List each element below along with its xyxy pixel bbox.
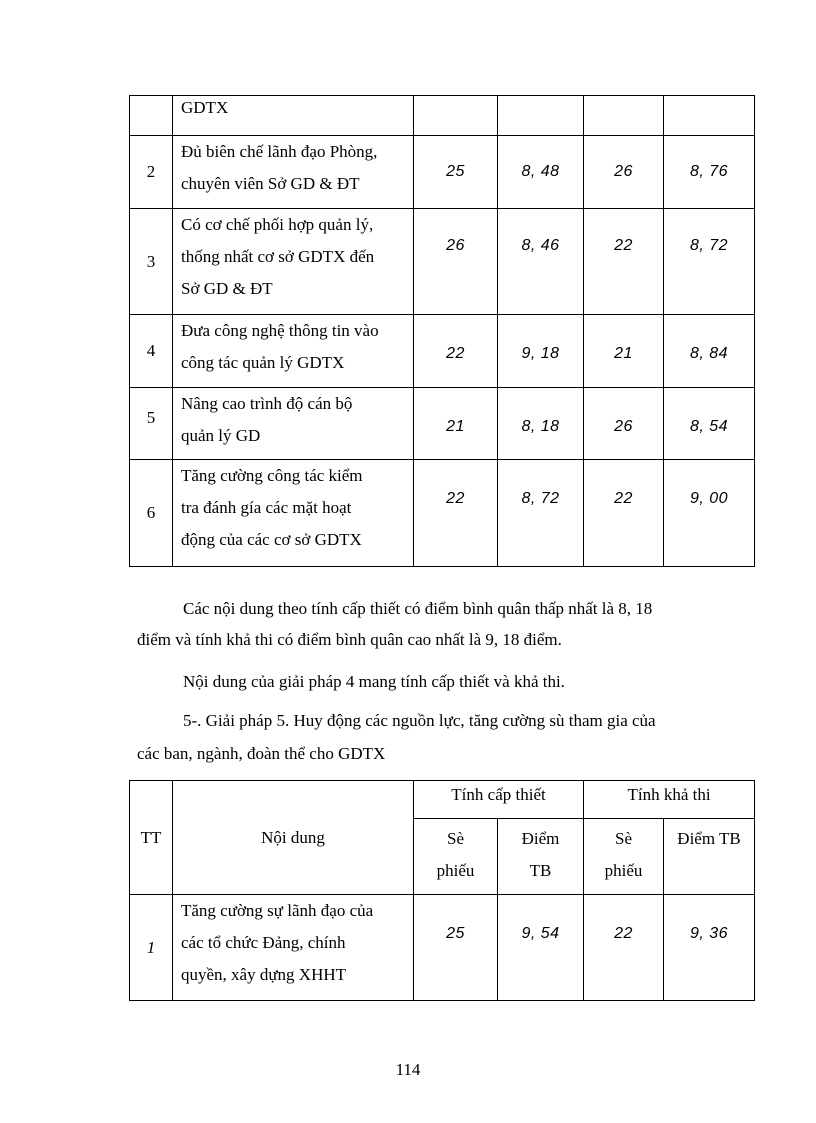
row-content: GDTX [173,96,414,136]
header-tinh-kha-thi: Tính khả thi [584,781,755,819]
cell-diem-khathi: 8, 72 [664,209,755,315]
cell-diem-khathi: 8, 76 [664,136,755,209]
table-row [130,136,755,209]
cell-sophieu-khathi: 26 [584,136,664,209]
section-heading-line2: các ban, ngành, đoàn thể cho GDTX [137,744,386,763]
cell-diem-capthiet: 8, 48 [498,136,584,209]
header-tinh-cap-thiet: Tính cấp thiết [414,781,584,819]
table-solution-5 [129,780,755,1001]
cell-sophieu-capthiet: 21 [414,388,498,460]
table-row [130,388,755,460]
cell-diem-khathi: 9, 00 [664,460,755,567]
table-row [130,460,755,567]
row-content: Tăng cường sự lãnh đạo của các tổ chức Đảng, chính quyền, xây dựng XHHT [173,895,414,1001]
header-noi-dung: Nội dung [173,781,414,895]
cell-sophieu-khathi [584,96,664,136]
cell-sophieu-capthiet: 22 [414,315,498,388]
cell-diem-capthiet: 8, 18 [498,388,584,460]
cell-diem-capthiet: 9, 18 [498,315,584,388]
row-number: 5 [130,388,173,460]
row-number: 3 [130,209,173,315]
table-row [130,315,755,388]
row-number: 4 [130,315,173,388]
cell-sophieu-khathi: 22 [584,460,664,567]
row-content: Nâng cao trình độ cán bộ quản lý GD [173,388,414,460]
row-number: 1 [130,895,173,1001]
cell-sophieu-khathi: 22 [584,209,664,315]
table-header-row [130,781,755,819]
cell-diem-capthiet: 8, 72 [498,460,584,567]
cell-diem-khathi: 8, 84 [664,315,755,388]
row-content: Đủ biên chế lãnh đạo Phòng, chuyên viên Sở GD & ĐT [173,136,414,209]
cell-diem-capthiet [498,96,584,136]
cell-diem-khathi: 9, 36 [664,895,755,1001]
cell-sophieu-capthiet: 25 [414,136,498,209]
paragraph-summary-line2: điểm và tính khả thi có điểm bình quân cao nhất là 9, 18 điểm. [137,630,562,649]
paragraph-conclusion: Nội dung của giải pháp 4 mang tính cấp thiết và khả thi. [183,672,565,691]
section-heading-line1: 5-. Giải pháp 5. Huy động các nguồn lực, tăng cường sù tham gia của [183,711,656,730]
table-row [130,895,755,1001]
row-content: Tăng cường công tác kiểm tra đánh gía các mặt hoạt động của các cơ sở GDTX [173,460,414,567]
row-content: Đưa công nghệ thông tin vào công tác quản lý GDTX [173,315,414,388]
paragraph-summary-line1: Các nội dung theo tính cấp thiết có điểm bình quân thấp nhất là 8, 18 [183,599,653,618]
cell-diem-khathi [664,96,755,136]
row-number: 2 [130,136,173,209]
cell-sophieu-capthiet: 22 [414,460,498,567]
cell-diem-khathi: 8, 54 [664,388,755,460]
cell-sophieu-khathi: 26 [584,388,664,460]
cell-sophieu-khathi: 22 [584,895,664,1001]
cell-sophieu-capthiet: 26 [414,209,498,315]
header-tt: TT [130,781,173,895]
table-row [130,209,755,315]
table-row [130,96,755,136]
cell-diem-capthiet: 8, 46 [498,209,584,315]
header-diem-tb-2: Điểm TB [664,819,755,895]
header-so-phieu-2: Sè phiếu [584,819,664,895]
page-number: 114 [395,1060,421,1079]
row-number [130,96,173,136]
table-evaluation-continued [129,95,755,567]
cell-sophieu-capthiet: 25 [414,895,498,1001]
row-number: 6 [130,460,173,567]
row-content: Có cơ chế phối hợp quản lý, thống nhất cơ sở GDTX đến Sở GD & ĐT [173,209,414,315]
cell-diem-capthiet: 9, 54 [498,895,584,1001]
header-so-phieu-1: Sè phiếu [414,819,498,895]
cell-sophieu-capthiet [414,96,498,136]
cell-sophieu-khathi: 21 [584,315,664,388]
header-diem-tb-1: Điểm TB [498,819,584,895]
